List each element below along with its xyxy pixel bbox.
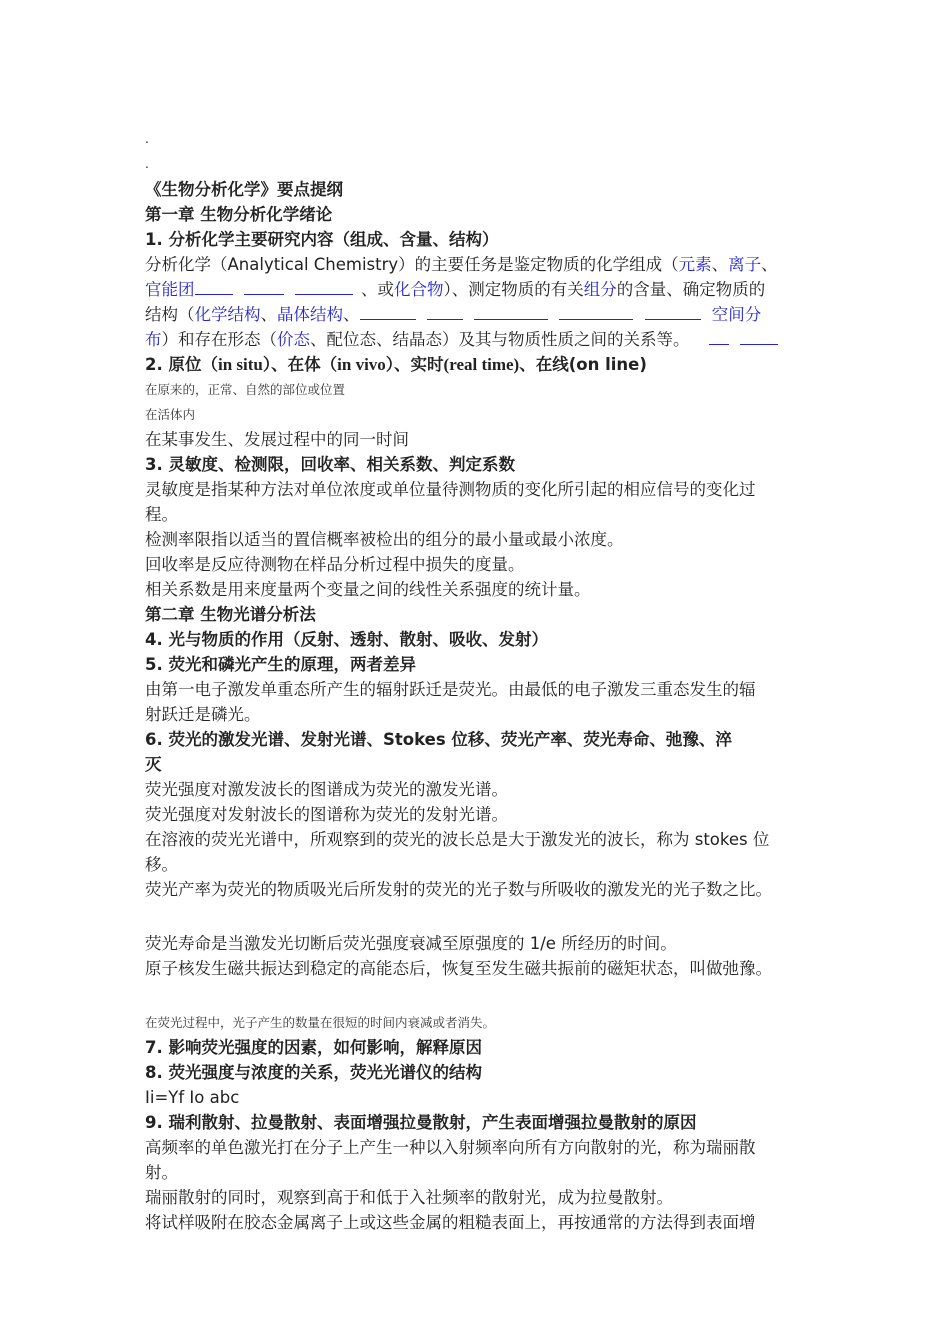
paragraph-line: 回收率是反应待测物在样品分析过程中损失的度量。 (145, 555, 525, 574)
paragraph-line: 荧光寿命是当激发光切断后荧光强度衰减至原强度的 1/e 所经历的时间。 (145, 934, 677, 953)
paragraph-line: 移。 (145, 855, 178, 874)
paragraph-line: 检测率限指以适当的置信概率被检出的组分的最小量或最小浓度。 (145, 530, 624, 549)
definition-in-situ: 在原来的，正常、自然的部位或位置 (145, 382, 346, 397)
paragraph-line: 在溶液的荧光光谱中，所观察到的荧光的波长总是大于激发光的波长，称为 stokes 位 (145, 830, 770, 849)
text: 分析化学（Analytical Chemistry）的主要任务是鉴定物质的化学组成（ (145, 255, 679, 274)
term-chemical-structure: 化学结构 (194, 305, 261, 324)
section-9-heading: 9. 瑞利散射、拉曼散射、表面增强拉曼散射，产生表面增强拉曼散射的原因 (145, 1113, 697, 1132)
chapter-1-title: 第一章 生物分析化学绪论 (145, 205, 333, 224)
paragraph-line: 射。 (145, 1163, 178, 1182)
text: 结构（ (145, 305, 195, 324)
formula: Ii=Yf Io abc (145, 1088, 240, 1107)
text: 的含量、确定物质的 (616, 280, 766, 299)
term-distribution-end: 布 (145, 330, 162, 349)
term-spatial-distribution: 空间分 (711, 305, 762, 324)
text: 2. 原位（ (145, 355, 218, 374)
paragraph-line: 荧光产率为荧光的物质吸光后所发射的荧光的光子数与所吸收的激发光的光子数之比。 (145, 880, 772, 899)
text-latin: (real time) (443, 355, 520, 374)
section-6-heading: 6. 荧光的激发光谱、发射光谱、Stokes 位移、荧光产率、荧光寿命、弛豫、淬 (145, 730, 732, 749)
text: 、在线(on line) (519, 355, 647, 374)
term-element: 元素 (678, 255, 712, 274)
page-mark: . (145, 132, 149, 146)
term-ion: 离子 (728, 255, 762, 274)
paragraph-line: 荧光强度对发射波长的图谱称为荧光的发射光谱。 (145, 805, 508, 824)
section-6-heading-cont: 灭 (145, 755, 162, 774)
fill-blank (295, 280, 353, 295)
section-4-heading: 4. 光与物质的作用（反射、透射、散射、吸收、发射） (145, 630, 548, 649)
paragraph-line: 射跃迁是磷光。 (145, 705, 261, 724)
section-8-heading: 8. 荧光强度与浓度的关系，荧光光谱仪的结构 (145, 1063, 482, 1082)
section-5-heading: 5. 荧光和磷光产生的原理，两者差异 (145, 655, 416, 674)
paragraph-line: 相关系数是用来度量两个变量之间的线性关系强度的统计量。 (145, 580, 591, 599)
document-title: 《生物分析化学》要点提纲 (145, 180, 343, 199)
text: ）和存在形态（ (161, 330, 277, 349)
paragraph-line: 原子核发生磁共振达到稳定的高能态后，恢复至发生磁共振前的磁矩状态，叫做弛豫。 (145, 959, 772, 978)
section-1-heading: 1. 分析化学主要研究内容（组成、含量、结构） (145, 230, 499, 249)
section-2-heading (145, 352, 815, 377)
text-latin: in situ (218, 355, 263, 374)
text: ）、在体（ (262, 355, 338, 374)
document-body (145, 127, 815, 1235)
paragraph-line: 高频率的单色激光打在分子上产生一种以入射频率向所有方向散射的光，称为瑞丽散 (145, 1138, 756, 1157)
definition-in-vivo: 在活体内 (145, 407, 196, 422)
section-3-heading: 3. 灵敏度、检测限，回收率、相关系数、判定系数 (145, 455, 515, 474)
chapter-2-title: 第二章 生物光谱分析法 (145, 605, 316, 624)
fill-blank (195, 280, 233, 295)
section-1-line-1: 分析化学（Analytical Chemistry）的主要任务是鉴定物质的化学组成（元素、离子、 (145, 255, 778, 274)
term-valence: 价态 (277, 330, 310, 349)
section-1-line-4 (145, 327, 815, 352)
text: ）、测定物质的有关 (443, 280, 584, 299)
fill-blank (740, 330, 778, 345)
term-compound: 化合物 (394, 280, 444, 299)
fill-blank (474, 305, 548, 320)
paragraph-line: 由第一电子激发单重态所产生的辐射跃迁是荧光。由最低的电子激发三重态发生的辐 (145, 680, 756, 699)
paragraph-line: 瑞丽散射的同时，观察到高于和低于入社频率的散射光，成为拉曼散射。 (145, 1188, 673, 1207)
paragraph-line: 将试样吸附在胶态金属离子上或这些金属的粗糙表面上，再按通常的方法得到表面增 (145, 1213, 756, 1232)
paragraph-line-small: 在荧光过程中，光子产生的数量在很短的时间内衰减或者消失。 (145, 1015, 496, 1030)
fill-blank (645, 305, 701, 320)
section-1-line-2 (145, 277, 815, 302)
paragraph-line: 灵敏度是指某种方法对单位浓度或单位量待测物质的变化所引起的相应信号的变化过 (145, 480, 756, 499)
section-7-heading: 7. 影响荧光强度的因素，如何影响，解释原因 (145, 1038, 482, 1057)
term-component: 组分 (583, 280, 617, 299)
fill-blank (244, 280, 284, 295)
paragraph-line: 程。 (145, 505, 178, 524)
fill-blank (709, 330, 729, 345)
definition-real-time: 在某事发生、发展过程中的同一时间 (145, 430, 409, 449)
section-1-line-3: 结构（化学结构、晶体结构、 空间分 (145, 305, 762, 324)
term-crystal-structure: 晶体结构 (277, 305, 343, 324)
page-mark: . (145, 157, 149, 171)
text: ）、实时 (385, 355, 444, 374)
paragraph-line: 荧光强度对激发波长的图谱成为荧光的激发光谱。 (145, 780, 508, 799)
fill-blank (559, 305, 633, 320)
text: 、配位态、结晶态）及其与物质性质之间的关系等。 (310, 330, 690, 349)
term-functional-group: 官能团 (145, 280, 195, 299)
fill-blank (360, 305, 416, 320)
text: 、或 (361, 280, 394, 299)
text-latin: in vivo (337, 355, 386, 374)
fill-blank (427, 305, 463, 320)
